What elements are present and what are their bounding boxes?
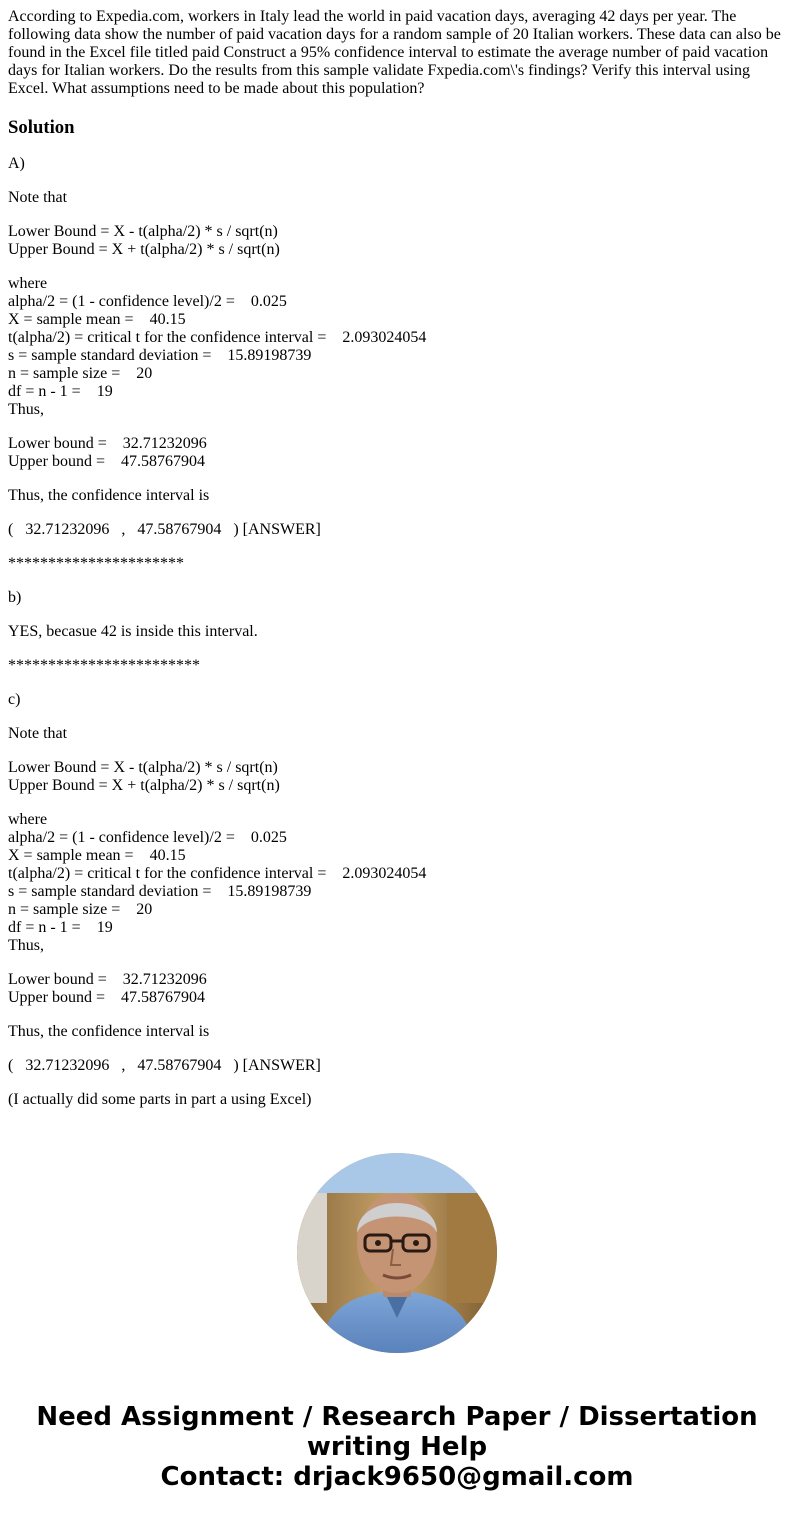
thus-text: Thus, <box>8 401 44 418</box>
df-line: df = n - 1 = 19 <box>8 919 113 936</box>
alpha-line: alpha/2 = (1 - confidence level)/2 = 0.025 <box>8 293 287 310</box>
tcrit-line: t(alpha/2) = critical t for the confidence interval = 2.093024054 <box>8 865 427 882</box>
lower-bound-value: Lower bound = 32.71232096 <box>8 435 207 452</box>
part-a-definitions <box>8 275 786 419</box>
n-line: n = sample size = 20 <box>8 365 153 382</box>
part-b-answer: YES, becasue 42 is inside this interval. <box>8 623 258 640</box>
upper-bound-value: Upper bound = 47.58767904 <box>8 989 206 1006</box>
thus-text: Thus, <box>8 937 44 954</box>
where-text: where <box>8 811 48 828</box>
upper-bound-formula: Upper Bound = X + t(alpha/2) * s / sqrt(n) <box>8 777 280 794</box>
part-b-label: b) <box>8 589 22 606</box>
solution-document <box>8 8 786 1122</box>
part-c-label: c) <box>8 691 21 708</box>
mean-line: X = sample mean = 40.15 <box>8 847 186 864</box>
part-c-note: Note that <box>8 725 68 742</box>
part-a-formulas <box>8 223 786 259</box>
solution-heading: Solution <box>8 117 75 138</box>
part-c-formulas <box>8 759 786 795</box>
part-c-ci-intro: Thus, the confidence interval is <box>8 1023 210 1040</box>
sd-line: s = sample standard deviation = 15.89198739 <box>8 347 312 364</box>
part-a-label: A) <box>8 155 25 172</box>
separator-2: ************************ <box>8 657 200 674</box>
tutor-photo-icon <box>297 1153 497 1353</box>
contact-email: Contact: drjack9650@gmail.com <box>160 1462 634 1492</box>
promo-line-2: writing Help <box>306 1432 488 1462</box>
n-line: n = sample size = 20 <box>8 901 153 918</box>
upper-bound-value: Upper bound = 47.58767904 <box>8 453 206 470</box>
part-a-bounds <box>8 435 786 471</box>
alpha-line: alpha/2 = (1 - confidence level)/2 = 0.025 <box>8 829 287 846</box>
promo-footer <box>0 1402 794 1492</box>
part-a-ci-answer <box>8 521 786 539</box>
excel-note: (I actually did some parts in part a using Excel) <box>8 1091 312 1108</box>
separator-1: ********************** <box>8 555 184 572</box>
ci-answer: ( 32.71232096 , 47.58767904 ) [ANSWER] <box>8 521 321 538</box>
promo-line-1: Need Assignment / Research Paper / Dissertation <box>36 1402 758 1432</box>
where-text: where <box>8 275 48 292</box>
lower-bound-value: Lower bound = 32.71232096 <box>8 971 207 988</box>
mean-line: X = sample mean = 40.15 <box>8 311 186 328</box>
upper-bound-formula: Upper Bound = X + t(alpha/2) * s / sqrt(n) <box>8 241 280 258</box>
part-c-ci-answer <box>8 1057 786 1075</box>
ci-answer: ( 32.71232096 , 47.58767904 ) [ANSWER] <box>8 1057 321 1074</box>
part-a-note: Note that <box>8 189 68 206</box>
tutor-avatar <box>297 1153 497 1353</box>
lower-bound-formula: Lower Bound = X - t(alpha/2) * s / sqrt(n) <box>8 223 278 240</box>
part-a-ci-intro: Thus, the confidence interval is <box>8 487 210 504</box>
part-c-bounds <box>8 971 786 1007</box>
question-text: According to Expedia.com, workers in Italy lead the world in paid vacation days, averaging 42 days per year. The following data show the number of paid vacation days for a random sample of 20 Italian workers. These data can also be found in the Excel file titled paid Construct a 95% confidence interval to estimate the average number of paid vacation days for Italian workers. Do the results from this sample validate Fxpedia.com\'s findings? Verify this interval using Excel. What assumptions need to be made about this population? <box>8 8 781 97</box>
part-c-definitions <box>8 811 786 955</box>
lower-bound-formula: Lower Bound = X - t(alpha/2) * s / sqrt(n) <box>8 759 278 776</box>
sd-line: s = sample standard deviation = 15.89198739 <box>8 883 312 900</box>
df-line: df = n - 1 = 19 <box>8 383 113 400</box>
tcrit-line: t(alpha/2) = critical t for the confidence interval = 2.093024054 <box>8 329 427 346</box>
